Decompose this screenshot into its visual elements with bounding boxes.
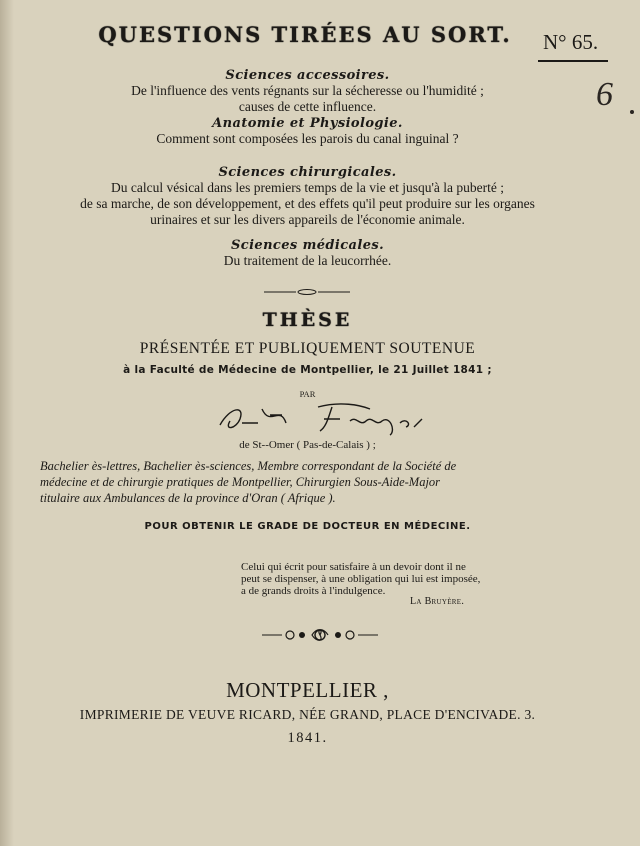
epigraph-line: a de grands droits à l'indulgence. bbox=[241, 585, 386, 597]
thesis-faculty-date: à la Faculté de Médecine de Montpellier, le 21 Juillet 1841 ; bbox=[123, 364, 492, 376]
imprint-year: 1841. bbox=[287, 730, 328, 746]
vignette-ornament bbox=[260, 626, 380, 644]
epigraph-author: La Bruyère. bbox=[410, 596, 465, 607]
section-line: Du calcul vésical dans les premiers temps de la vie et jusqu'à la puberté ; bbox=[110, 180, 505, 195]
section-accessoires bbox=[30, 68, 585, 115]
section-heading: Sciences chirurgicales. bbox=[218, 165, 397, 180]
section-line: Comment sont composées les parois du canal inguinal ? bbox=[156, 131, 459, 146]
section-heading: Sciences médicales. bbox=[230, 238, 385, 253]
qualification-line: Bachelier ès-lettres, Bachelier ès-sciences, Membre correspondant de la Société de bbox=[40, 459, 457, 473]
document-number: N° 65. bbox=[543, 30, 599, 54]
header-title: QUESTIONS TIRÉES AU SORT. bbox=[98, 22, 512, 47]
thesis-title: THÈSE bbox=[262, 309, 353, 331]
imprint-printer: IMPRIMERIE DE VEUVE RICARD, NÉE GRAND, PLACE D'ENCIVADE. 3. bbox=[79, 707, 536, 722]
section-line: urinaires et sur les divers appareils de l'économie animale. bbox=[150, 212, 465, 227]
section-anatomie bbox=[30, 116, 585, 147]
section-line: de sa marche, de son développement, et des effets qu'il peut produire sur les organes bbox=[80, 196, 535, 211]
section-heading: Sciences accessoires. bbox=[225, 68, 390, 83]
section-heading: Anatomie et Physiologie. bbox=[212, 116, 403, 131]
section-line: De l'influence des vents régnants sur la sécheresse ou l'humidité ; bbox=[131, 83, 484, 98]
ink-dot bbox=[630, 110, 634, 114]
page-edge-shadow bbox=[0, 0, 14, 846]
thesis-by: PAR bbox=[299, 389, 316, 399]
section-line: Du traitement de la leucorrhée. bbox=[223, 253, 392, 268]
degree-line: POUR OBTENIR LE GRADE DE DOCTEUR EN MÉDECINE. bbox=[144, 521, 471, 532]
epigraph bbox=[241, 561, 571, 597]
section-chirurgicales bbox=[30, 165, 585, 228]
qualification-line: titulaire aux Ambulances de la province d'Oran ( Afrique ). bbox=[40, 491, 336, 505]
author-qualifications bbox=[40, 458, 595, 506]
header-rule bbox=[538, 60, 608, 62]
divider-ornament bbox=[262, 289, 352, 295]
section-medicales bbox=[30, 238, 585, 269]
section-line: causes de cette influence. bbox=[238, 99, 377, 114]
epigraph-line: Celui qui écrit pour satisfaire à un devoir dont il ne bbox=[241, 561, 466, 573]
thesis-presented: PRÉSENTÉE ET PUBLIQUEMENT SOUTENUE bbox=[139, 340, 476, 357]
epigraph-line: peut se dispenser, à une obligation qui lui est imposée, bbox=[241, 573, 481, 585]
handwritten-mark: 6 bbox=[596, 76, 613, 113]
author-signature-script bbox=[200, 397, 440, 437]
author-origin: de St--Omer ( Pas-de-Calais ) ; bbox=[239, 439, 376, 451]
qualification-line: médecine et de chirurgie pratiques de Montpellier, Chirurgien Sous-Aide-Major bbox=[40, 475, 441, 489]
imprint-city: MONTPELLIER , bbox=[226, 678, 389, 702]
